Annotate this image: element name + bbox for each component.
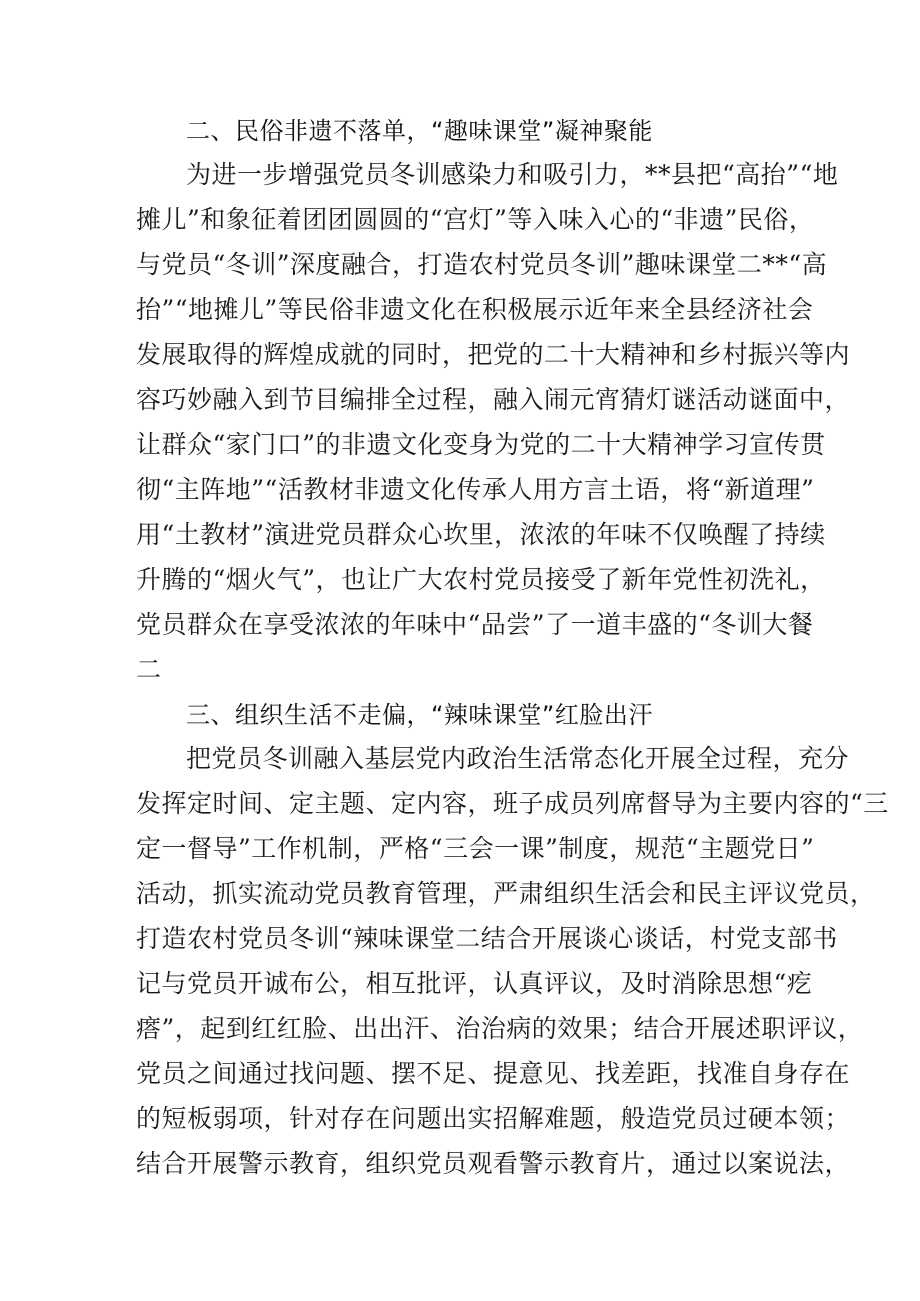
paragraph-line: 活动，抓实流动党员教育管理，严肃组织生活会和民主评议党员， [136, 879, 876, 908]
paragraph-line: 结合开展警示教育，组织党员观看警示教育片，通过以案说法， [136, 1149, 851, 1178]
paragraph-line: 摊儿”和象征着团团圆圆的“宫灯”等入味入心的“非遗”民俗， [136, 205, 815, 234]
paragraph-line: 与党员“冬训”深度融合，打造农村党员冬训”趣味课堂二**“高 [136, 250, 828, 279]
paragraph-line: 党员群众在享受浓浓的年味中“品尝”了一道丰盛的“冬训大餐 [136, 610, 814, 639]
paragraph-line: 党员之间通过找问题、摆不足、提意见、找差距，找准自身存在 [136, 1059, 851, 1088]
paragraph-line: 的短板弱项，针对存在问题出实招解难题，般造党员过硬本领； [136, 1104, 851, 1133]
paragraph-line: 彻“主阵地”“活教材非遗文化传承人用方言土语，将“新道理” [136, 475, 815, 504]
paragraph-line: 为进一步增强党员冬训感染力和吸引力，**县把“高抬”“地 [186, 160, 839, 189]
paragraph-line: 二 [136, 655, 162, 684]
paragraph-line: 瘩”，起到红红脸、出出汗、治治病的效果；结合开展述职评议， [136, 1014, 864, 1043]
paragraph-line: 升腾的“烟火气”，也让广大农村党员接受了新年党性初洗礼， [136, 565, 826, 594]
paragraph-line: 容巧妙融入到节目编排全过程，融入闹元宵猜灯谜活动谜面中， [136, 385, 851, 414]
paragraph-line: 用“土教材”演进党员群众心坎里，浓浓的年味不仅唤醒了持续 [136, 520, 826, 549]
section-heading-organization-life: 三、组织生活不走偏，“辣味课堂”红脸出汗 [186, 701, 653, 729]
paragraph-line: 发挥定时间、定主题、定内容，班子成员列席督导为主要内容的“三 [136, 789, 889, 818]
paragraph-line: 发展取得的辉煌成就的同时，把党的二十大精神和乡村振兴等内 [136, 340, 851, 369]
paragraph-line: 记与党员开诚布公，相互批评，认真评议，及时消除思想“疙 [136, 969, 813, 998]
paragraph-line: 让群众“家门口”的非遗文化变身为党的二十大精神学习宣传贯 [136, 430, 826, 459]
section-heading-folk-heritage: 二、民俗非遗不落单，“趣味课堂”凝神聚能 [186, 117, 653, 145]
paragraph-line: 把党员冬训融入基层党内政治生活常态化开展全过程，充分 [186, 744, 850, 773]
paragraph-line: 抬”“地摊儿”等民俗非遗文化在积极展示近年来全县经济社会 [136, 295, 814, 324]
paragraph-line: 打造农村党员冬训“辣味课堂二结合开展谈心谈话，村党支部书 [136, 924, 838, 953]
paragraph-line: 定一督导”工作机制，严格“三会一课”制度，规范“主题党日” [136, 834, 815, 863]
